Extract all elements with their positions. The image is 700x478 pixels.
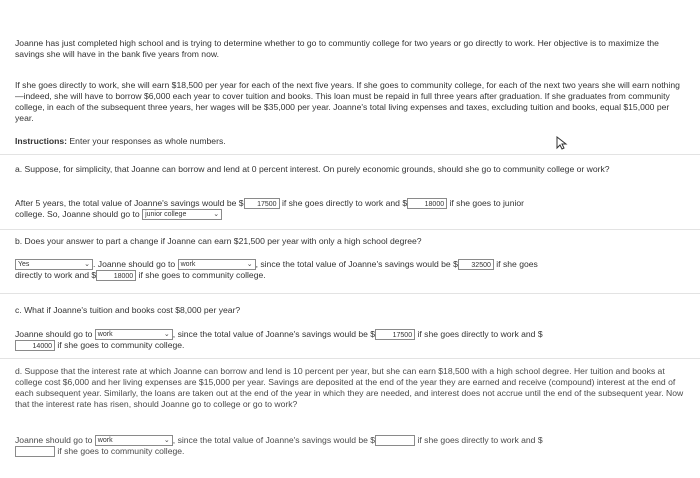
answer-b <box>15 259 685 281</box>
answer-c <box>15 329 685 351</box>
chevron-down-icon: ⌄ <box>246 261 253 269</box>
choice-select-a[interactable] <box>142 209 222 220</box>
answer-b-text-3: if she goes <box>493 259 538 269</box>
choice-select-d-value: work <box>97 437 113 445</box>
answer-c-text-2: , since the total value of Joanne's savings would be $ <box>172 329 376 339</box>
answer-d-text-3: if she goes directly to work and $ <box>415 435 543 445</box>
answer-d-text-4: if she goes to community college. <box>55 446 185 457</box>
answer-a-text-4: college. So, Joanne should go to <box>15 209 143 220</box>
choice-select-c[interactable] <box>95 329 173 340</box>
separator <box>0 293 700 294</box>
answer-a-text-2: if she goes directly to work and $ <box>279 198 408 208</box>
answer-b-text-2: , since the total value of Joanne's savings would be $ <box>255 259 458 269</box>
instructions-label: Instructions: <box>15 136 68 146</box>
choice-select-b2[interactable] <box>178 259 256 270</box>
choice-select-b1[interactable] <box>15 259 93 270</box>
question-c: c. What if Joanne's tuition and books cost $8,000 per year? <box>15 305 241 315</box>
intro-paragraph: Joanne has just completed high school and is trying to determine whether to go to communtiy college for two years or go directly to work. Her objective is to maximize the savings she will have in the bank five years from now. <box>15 38 659 59</box>
answer-b-text-1: . Joanne should go to <box>93 259 178 269</box>
answer-a-text-3: if she goes to junior <box>447 198 525 208</box>
answer-d-text-2: , since the total value of Joanne's savings would be $ <box>172 435 376 445</box>
instructions-text: Enter your responses as whole numbers. <box>67 136 226 146</box>
choice-select-b2-value: work <box>180 261 196 269</box>
answer-c-text-4: if she goes to community college. <box>55 340 185 351</box>
answer-a <box>15 198 685 220</box>
question-b: b. Does your answer to part a change if Joanne can earn $21,500 per year with only a high school degree? <box>15 236 422 246</box>
chevron-down-icon: ⌄ <box>84 261 90 269</box>
answer-c-text-3: if she goes directly to work and $ <box>415 329 543 339</box>
answer-c-text-1: Joanne should go to <box>15 329 95 339</box>
chevron-down-icon: ⌄ <box>163 331 170 339</box>
separator <box>0 154 700 155</box>
question-a: a. Suppose, for simplicity, that Joanne can borrow and lend at 0 percent interest. On purely economic grounds, should she go to community college or work? <box>15 164 610 174</box>
choice-select-d[interactable] <box>95 435 173 446</box>
college-savings-input-c[interactable]: 14000 <box>15 340 55 351</box>
question-d: d. Suppose that the interest rate at which Joanne can borrow and lend is 10 percent per year, but she can earn $18,500 with a high school degree. Her tuition and books at college cost $6,000 and her living expenses are $15,000 per year. Savings are deposited at the end of the year they are earned and receive (compound) interest at the end of each subsequent year. Similarly, the loans are taken out at the end of the year in which they are needed, and interest does not accrue until the end of the subsequent year. Now that the interest rate has risen, should Joanne go to college or go to work? <box>15 366 684 409</box>
answer-b-text-4: directly to work and $ <box>15 270 97 281</box>
choice-select-b1-value: Yes <box>18 261 30 269</box>
answer-d <box>15 435 685 457</box>
context-paragraph: If she goes directly to work, she will earn $18,500 per year for each of the next five years. If she goes to community college, for each of the next two years she will earn nothing—indeed, she will have to borrow $6,000 each year to cover tuition and books. This loan must be repaid in full three years after graduation. If she graduates from community college, in each of the subsequent three years, her wages will be $35,000 per year. Joanne's total living expenses and taxes, excluding tuition and books, equal $15,000 per year. <box>15 80 680 123</box>
instructions <box>15 136 685 147</box>
chevron-down-icon: ⌄ <box>213 211 220 219</box>
chevron-down-icon: ⌄ <box>163 437 170 445</box>
mouse-cursor-icon <box>556 136 568 150</box>
college-savings-input-a[interactable]: 18000 <box>407 198 447 209</box>
answer-a-text-1: After 5 years, the total value of Joanne's savings would be $ <box>15 198 244 208</box>
work-savings-input-a[interactable]: 17500 <box>244 198 280 209</box>
answer-b-text-5: if she goes to community college. <box>136 270 266 281</box>
answer-d-text-1: Joanne should go to <box>15 435 95 445</box>
work-savings-input-c[interactable]: 17500 <box>375 329 415 340</box>
college-savings-input-b[interactable]: 18000 <box>96 270 136 281</box>
work-savings-input-d[interactable] <box>375 435 415 446</box>
work-savings-input-b[interactable]: 32500 <box>458 259 494 270</box>
choice-select-c-value: work <box>97 331 113 339</box>
separator <box>0 229 700 230</box>
separator <box>0 358 700 359</box>
choice-select-a-value: junior college <box>145 211 187 219</box>
college-savings-input-d[interactable] <box>15 446 55 457</box>
